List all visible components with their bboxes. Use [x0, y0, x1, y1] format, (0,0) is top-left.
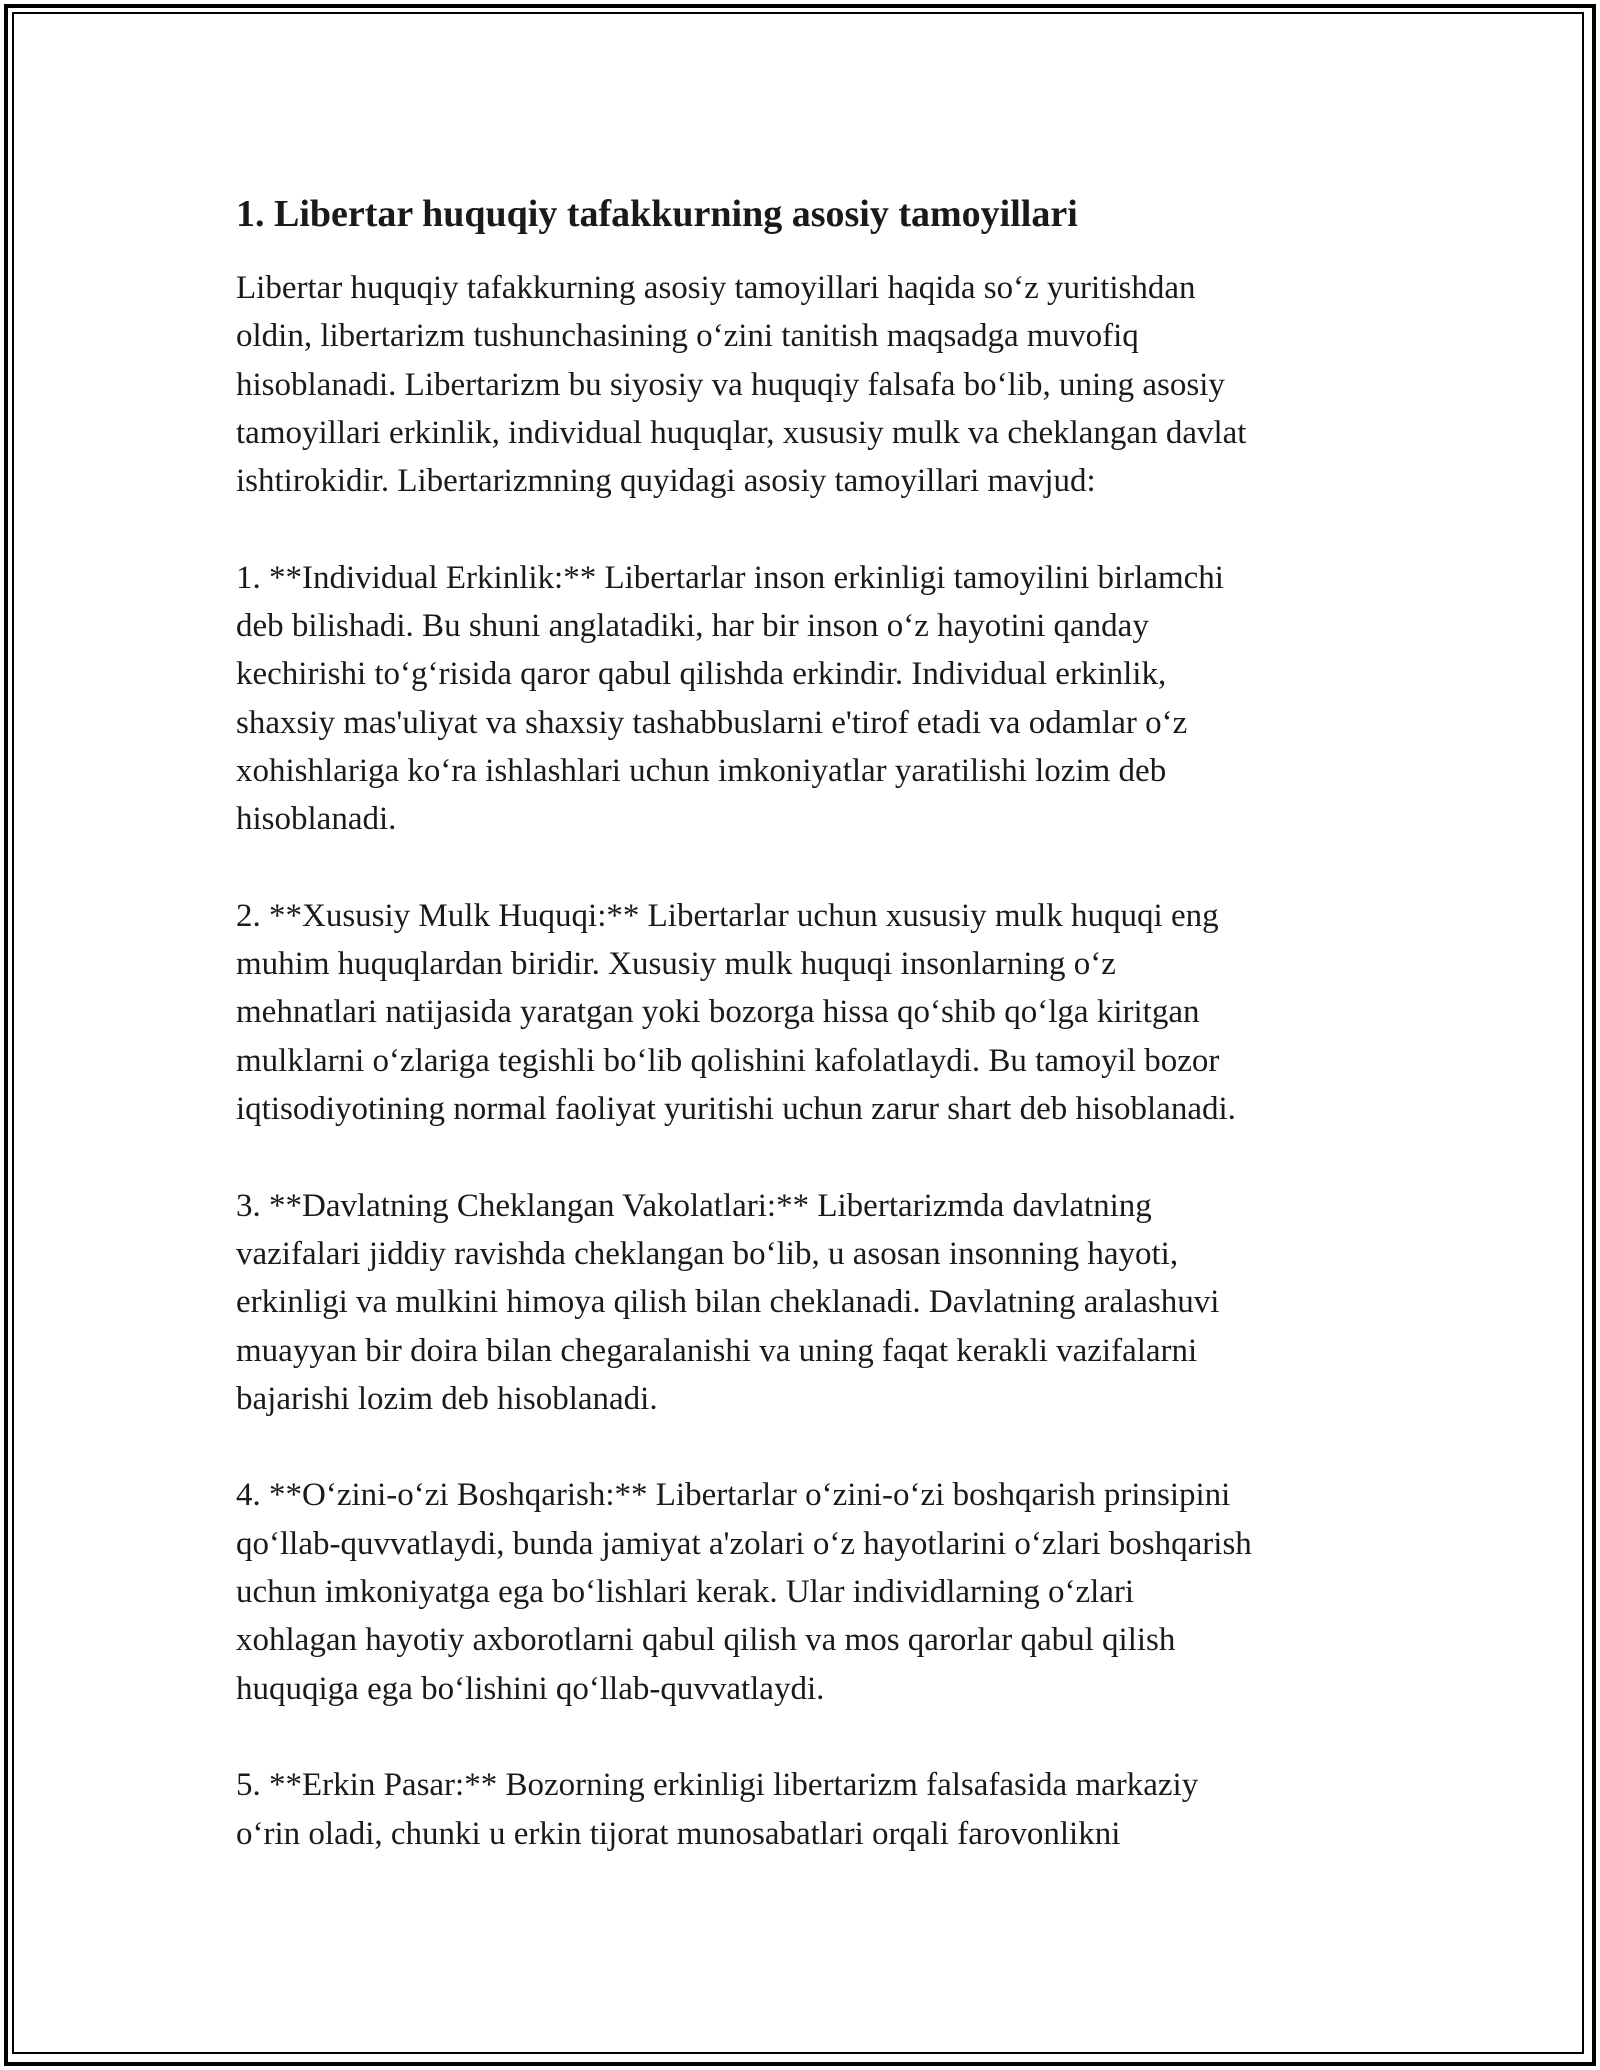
text-line: muhim huquqlardan biridir. Xususiy mulk huquqi insonlarning oʻz: [236, 946, 1116, 983]
text-line: shaxsiy mas'uliyat va shaxsiy tashabbuslarni e'tirof etadi va odamlar oʻz: [236, 704, 1188, 741]
text-line: Libertar huquqiy tafakkurning asosiy tamoyillari haqida soʻz yuritishdan: [236, 270, 1196, 306]
text-line: mulklarni oʻzlariga tegishli boʻlib qolishini kafolatlaydi. Bu tamoyil bozor: [236, 1042, 1220, 1079]
text-line: uchun imkoniyatga ega boʻlishlari kerak. Ular individlarning oʻzlari: [236, 1574, 1135, 1611]
text-line: qoʻllab-quvvatlaydi, bunda jamiyat a'zolari oʻz hayotlarini oʻzlari boshqarish: [236, 1525, 1252, 1562]
paragraph-limited-state: [236, 1182, 1386, 1423]
text-line: ishtirokidir. Libertarizmning quyidagi asosiy tamoyillari mavjud:: [236, 463, 1096, 500]
paragraph-free-market: [236, 1761, 1386, 1858]
text-line: oʻrin oladi, chunki u erkin tijorat munosabatlari orqali farovonlikni: [236, 1815, 1121, 1852]
text-line: 3. **Davlatning Cheklangan Vakolatlari:** Libertarizmda davlatning: [236, 1187, 1152, 1224]
text-line: 4. **Oʻzini-oʻzi Boshqarish:** Libertarlar oʻzini-oʻzi boshqarish prinsipini: [236, 1477, 1231, 1514]
text-line: erkinligi va mulkini himoya qilish bilan cheklanadi. Davlatning aralashuvi: [236, 1284, 1220, 1321]
text-line: kechirishi toʻgʻrisida qaror qabul qilishda erkindir. Individual erkinlik,: [236, 656, 1167, 693]
paragraph-self-governance: [236, 1471, 1386, 1712]
text-line: tamoyillari erkinlik, individual huquqlar, xususiy mulk va cheklangan davlat: [236, 414, 1247, 451]
document-body: [236, 190, 1386, 1906]
text-line: bajarishi lozim deb hisoblanadi.: [236, 1380, 658, 1417]
text-line: hisoblanadi.: [236, 801, 397, 838]
text-line: iqtisodiyotining normal faoliyat yuritishi uchun zarur shart deb hisoblanadi.: [236, 1091, 1236, 1128]
text-line: huquqiga ega boʻlishini qoʻllab-quvvatlaydi.: [236, 1670, 825, 1707]
text-line: oldin, libertarizm tushunchasining oʻzini tanitish maqsadga muvofiq: [236, 318, 1139, 355]
text-line: hisoblanadi. Libertarizm bu siyosiy va huquqiy falsafa boʻlib, uning asosiy: [236, 366, 1225, 403]
text-line: 5. **Erkin Pasar:** Bozorning erkinligi libertarizm falsafasida markaziy: [236, 1767, 1199, 1804]
text-line: deb bilishadi. Bu shuni anglatadiki, har bir inson oʻz hayotini qanday: [236, 608, 1149, 645]
text-line: xohishlariga koʻra ishlashlari uchun imkoniyatlar yaratilishi lozim deb: [236, 752, 1167, 789]
text-line: mehnatlari natijasida yaratgan yoki bozorga hissa qoʻshib qoʻlga kiritgan: [236, 994, 1200, 1031]
paragraph-individual-freedom: [236, 554, 1386, 844]
paragraph-intro: [236, 264, 1386, 505]
text-line: muayyan bir doira bilan chegaralanishi va uning faqat kerakli vazifalarni: [236, 1332, 1198, 1369]
text-line: vazifalari jiddiy ravishda cheklangan boʻlib, u asosan insonning hayoti,: [236, 1235, 1179, 1272]
text-line: 2. **Xususiy Mulk Huquqi:** Libertarlar uchun xususiy mulk huquqi eng: [236, 897, 1219, 934]
paragraph-private-property: [236, 892, 1386, 1133]
text-line: 1. **Individual Erkinlik:** Libertarlar inson erkinligi tamoyilini birlamchi: [236, 559, 1224, 596]
page-title: 1. Libertar huquqiy tafakkurning asosiy tamoyillari: [236, 193, 1078, 235]
text-line: xohlagan hayotiy axborotlarni qabul qilish va mos qarorlar qabul qilish: [236, 1622, 1176, 1659]
